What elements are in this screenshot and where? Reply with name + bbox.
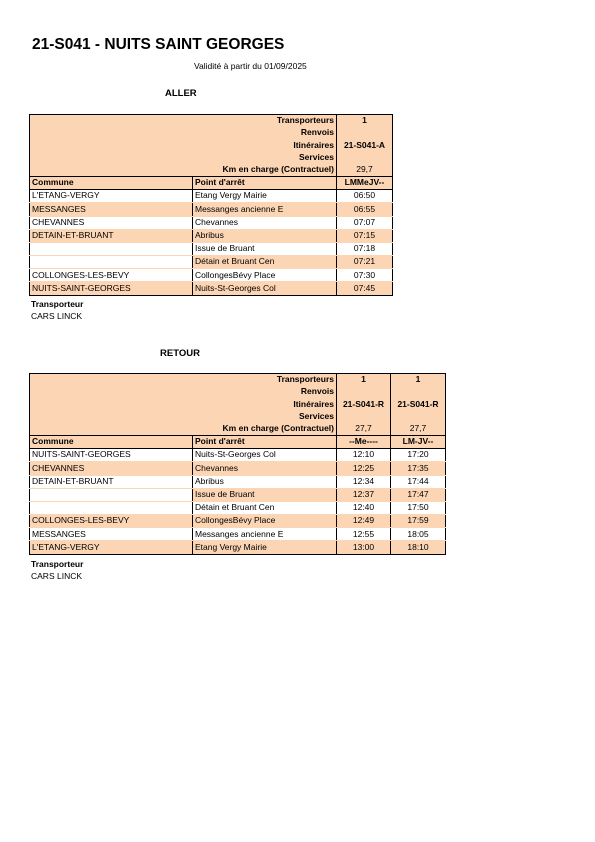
aller-commune-cell [30,256,193,269]
retour-renvois-value [391,386,446,398]
retour-time-cell: 12:55 [337,528,391,541]
aller-itineraires-label: Itinéraires [30,139,337,151]
retour-services-label: Services [30,411,337,423]
retour-stop-cell: Nuits-St-Georges Col [193,449,337,462]
retour-stop-cell: Chevannes [193,462,337,475]
aller-header-services [30,152,393,164]
retour-time-cell: 12:34 [337,475,391,488]
retour-itineraires-label: Itinéraires [30,398,337,410]
retour-commune-cell: NUITS-SAINT-GEORGES [30,449,193,462]
aller-section-title: ALLER [165,88,197,99]
retour-stop-cell: Issue de Bruant [193,488,337,501]
aller-transporteurs-label: Transporteurs [30,115,337,128]
aller-time-cell: 07:18 [337,242,393,255]
retour-time-cell: 18:05 [391,528,446,541]
retour-time-cell: 17:35 [391,462,446,475]
retour-time-cell: 18:10 [391,541,446,554]
aller-header-transporteurs [30,115,393,128]
retour-commune-cell [30,488,193,501]
retour-km-label: Km en charge (Contractuel) [30,423,337,436]
table-row [30,515,446,528]
aller-column-headers [30,176,393,189]
retour-time-cell: 12:49 [337,515,391,528]
aller-commune-cell: DETAIN-ET-BRUANT [30,229,193,242]
retour-commune-cell [30,501,193,514]
retour-time-cell: 17:47 [391,488,446,501]
retour-commune-cell: MESSANGES [30,528,193,541]
retour-time-cell: 13:00 [337,541,391,554]
table-row [30,462,446,475]
retour-itineraires-value: 21-S041-R [391,398,446,410]
retour-stop-cell: Messanges ancienne E [193,528,337,541]
retour-header-transporteurs [30,374,446,387]
aller-header-km [30,164,393,177]
aller-stop-cell: Nuits-St-Georges Col [193,282,337,295]
table-row [30,256,393,269]
retour-transporteurs-value: 1 [391,374,446,387]
retour-services-value [337,411,391,423]
retour-timetable [29,373,446,555]
table-row [30,282,393,295]
retour-section-title: RETOUR [160,348,200,359]
aller-renvois-value [337,127,393,139]
table-row [30,449,446,462]
aller-stop-cell: Issue de Bruant [193,242,337,255]
table-row [30,475,446,488]
retour-time-cell: 12:25 [337,462,391,475]
aller-header-renvois [30,127,393,139]
retour-time-cell: 17:50 [391,501,446,514]
aller-stop-cell: Chevannes [193,216,337,229]
retour-time-cell: 17:20 [391,449,446,462]
table-row [30,242,393,255]
retour-carrier-label: Transporteur [31,559,84,569]
aller-days-header: LMMeJV-- [337,176,393,189]
retour-days-header: LM-JV-- [391,435,446,448]
aller-transporteurs-value: 1 [337,115,393,128]
aller-stop-cell: Etang Vergy Mairie [193,190,337,203]
table-row [30,229,393,242]
aller-renvois-label: Renvois [30,127,337,139]
retour-km-value: 27,7 [337,423,391,436]
retour-transporteurs-label: Transporteurs [30,374,337,387]
retour-commune-header: Commune [30,435,193,448]
aller-time-cell: 07:30 [337,269,393,282]
aller-time-cell: 07:45 [337,282,393,295]
retour-renvois-value [337,386,391,398]
aller-stop-cell: Détain et Bruant Cen [193,256,337,269]
aller-km-value: 29,7 [337,164,393,177]
aller-commune-cell: COLLONGES-LES-BEVY [30,269,193,282]
aller-stop-header: Point d'arrêt [193,176,337,189]
retour-time-cell: 17:59 [391,515,446,528]
aller-time-cell: 07:15 [337,229,393,242]
retour-stop-cell: CollongesBévy Place [193,515,337,528]
table-row [30,190,393,203]
aller-time-cell: 06:55 [337,203,393,216]
retour-column-headers [30,435,446,448]
aller-km-label: Km en charge (Contractuel) [30,164,337,177]
retour-services-value [391,411,446,423]
retour-days-header: --Me---- [337,435,391,448]
table-row [30,488,446,501]
retour-stop-header: Point d'arrêt [193,435,337,448]
page-title: 21-S041 - NUITS SAINT GEORGES [32,36,285,53]
retour-km-value: 27,7 [391,423,446,436]
retour-header-services [30,411,446,423]
retour-transporteurs-value: 1 [337,374,391,387]
table-row [30,541,446,554]
retour-time-cell: 12:37 [337,488,391,501]
aller-stop-cell: Abribus [193,229,337,242]
retour-commune-cell: CHEVANNES [30,462,193,475]
retour-renvois-label: Renvois [30,386,337,398]
retour-stop-cell: Etang Vergy Mairie [193,541,337,554]
retour-header-renvois [30,386,446,398]
aller-commune-header: Commune [30,176,193,189]
aller-commune-cell: CHEVANNES [30,216,193,229]
table-row [30,501,446,514]
retour-commune-cell: L'ETANG-VERGY [30,541,193,554]
aller-commune-cell: L'ETANG-VERGY [30,190,193,203]
retour-commune-cell: DETAIN-ET-BRUANT [30,475,193,488]
aller-stop-cell: CollongesBévy Place [193,269,337,282]
aller-services-value [337,152,393,164]
aller-carrier-label: Transporteur [31,299,84,309]
retour-stop-cell: Abribus [193,475,337,488]
table-row [30,269,393,282]
aller-stop-cell: Messanges ancienne E [193,203,337,216]
aller-timetable [29,114,393,296]
aller-header-itineraires [30,139,393,151]
aller-services-label: Services [30,152,337,164]
aller-carrier-value: CARS LINCK [31,311,83,321]
aller-commune-cell: MESSANGES [30,203,193,216]
retour-time-cell: 17:44 [391,475,446,488]
aller-time-cell: 07:21 [337,256,393,269]
aller-time-cell: 07:07 [337,216,393,229]
retour-time-cell: 12:10 [337,449,391,462]
validity-date: Validité à partir du 01/09/2025 [194,61,307,71]
retour-stop-cell: Détain et Bruant Cen [193,501,337,514]
aller-commune-cell [30,242,193,255]
table-row [30,528,446,541]
table-row [30,203,393,216]
retour-commune-cell: COLLONGES-LES-BEVY [30,515,193,528]
aller-commune-cell: NUITS-SAINT-GEORGES [30,282,193,295]
retour-header-km [30,423,446,436]
table-row [30,216,393,229]
aller-itineraires-value: 21-S041-A [337,139,393,151]
retour-header-itineraires [30,398,446,410]
aller-time-cell: 06:50 [337,190,393,203]
retour-carrier-value: CARS LINCK [31,571,83,581]
retour-time-cell: 12:40 [337,501,391,514]
retour-itineraires-value: 21-S041-R [337,398,391,410]
